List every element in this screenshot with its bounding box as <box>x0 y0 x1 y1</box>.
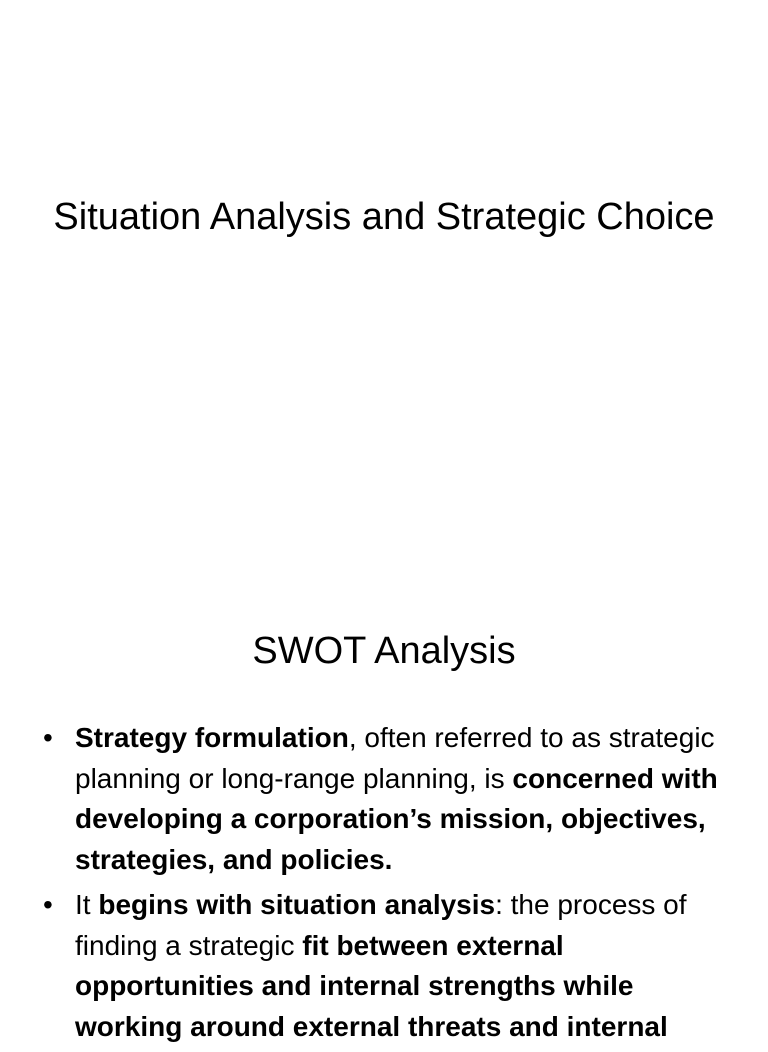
bullet-text <box>75 722 718 875</box>
text-segment: It <box>75 889 99 920</box>
bullet-item <box>0 718 768 880</box>
bullet-list <box>0 718 768 1052</box>
text-segment: : the process of finding a strategic <box>75 889 687 961</box>
text-segment: concerned with developing a corporation’s mission, objectives, strategies, and policies. <box>75 762 718 875</box>
text-segment: , often referred to as strategic planning or long-range planning, is <box>75 722 715 794</box>
text-segment: fit between external opportunities and internal strengths while working around external threats and internal <box>75 929 668 1042</box>
text-segment: Strategy formulation <box>75 722 349 753</box>
bullet-icon: • <box>43 722 53 753</box>
slide-title: Situation Analysis and Strategic Choice <box>53 196 715 238</box>
bullet-item <box>0 885 768 1047</box>
text-segment: begins with situation analysis <box>98 889 496 920</box>
bullet-icon: • <box>43 889 53 920</box>
bullet-text <box>75 889 687 1042</box>
slide-heading: SWOT Analysis <box>252 630 516 672</box>
content-slide <box>0 576 768 1042</box>
